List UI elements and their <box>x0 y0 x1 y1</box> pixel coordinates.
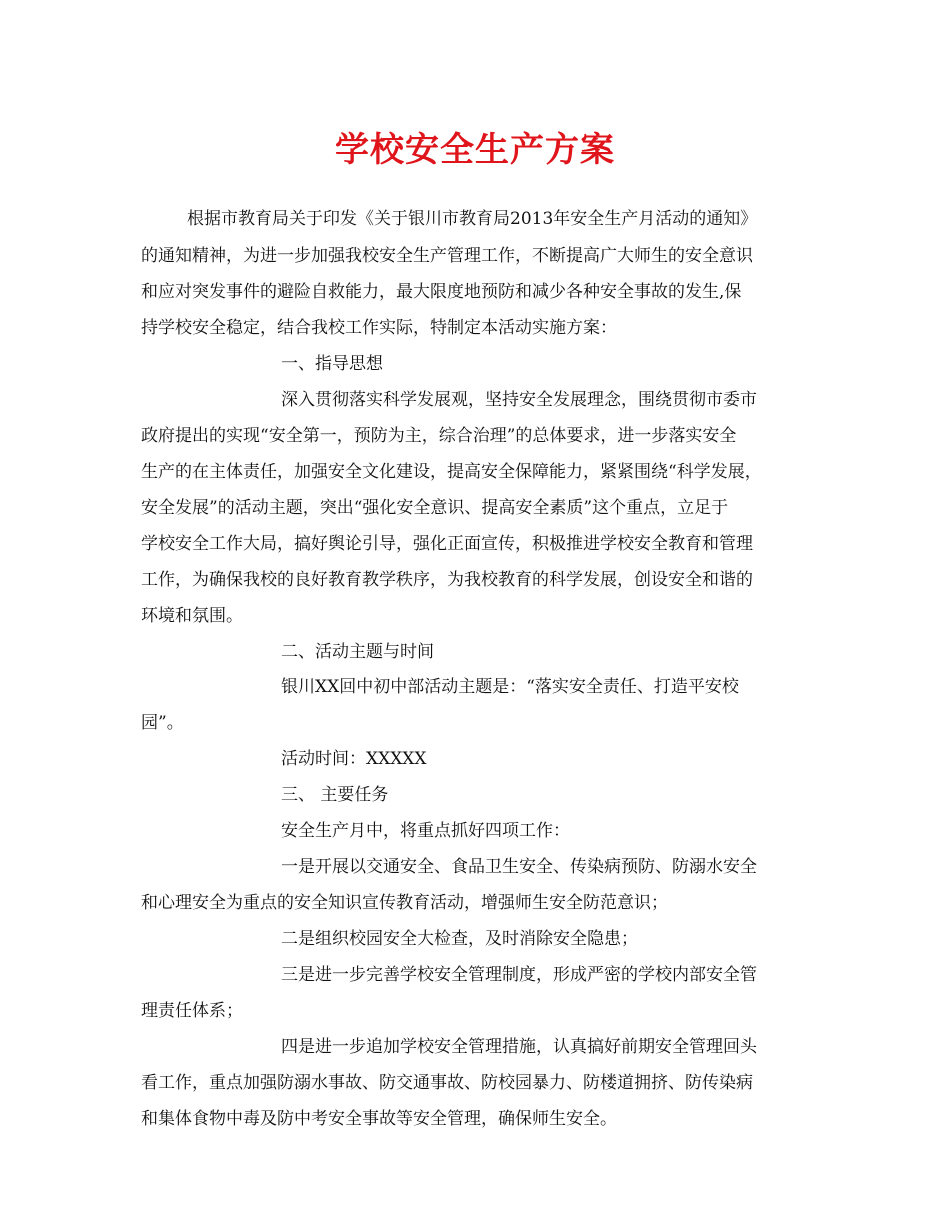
intro-line-3: 和应对突发事件的避险自救能力，最大限度地预防和减少各种安全事故的发生,保 <box>141 282 742 302</box>
section-3-heading: 三、 主要任务 <box>281 785 389 805</box>
section-2-line-2: 园”。 <box>141 713 184 733</box>
document-title: 学校安全生产方案 <box>335 130 615 170</box>
task-1-line-1: 一是开展以交通安全、食品卫生安全、传染病预防、防溺水安全 <box>281 857 757 877</box>
section-2-time: 活动时间：XXXXX <box>281 749 427 769</box>
section-1-line-3: 生产的在主体责任，加强安全文化建设，提高安全保障能力，紧紧围绕“科学发展， <box>141 462 762 482</box>
section-1-line-1: 深入贯彻落实科学发展观，坚持安全发展理念，围绕贯彻市委市 <box>281 390 757 410</box>
task-4-line-1: 四是进一步追加学校安全管理措施，认真搞好前期安全管理回头 <box>281 1037 757 1057</box>
task-3-line-1: 三是进一步完善学校安全管理制度，形成严密的学校内部安全管 <box>281 965 757 985</box>
task-1-line-2: 和心理安全为重点的安全知识宣传教育活动，增强师生安全防范意识； <box>141 893 668 913</box>
section-1-line-7: 环境和氛围。 <box>141 606 243 626</box>
section-1-line-4: 安全发展”的活动主题，突出“强化安全意识、提高安全素质”这个重点，立足于 <box>141 498 729 518</box>
section-1-line-2: 政府提出的实现“安全第一，预防为主，综合治理”的总体要求，进一步落实安全 <box>141 426 737 446</box>
section-2-heading: 二、活动主题与时间 <box>281 642 434 662</box>
intro-line-2: 的通知精神，为进一步加强我校安全生产管理工作，不断提高广大师生的安全意识 <box>141 246 753 266</box>
section-1-line-6: 工作，为确保我校的良好教育教学秩序，为我校教育的科学发展，创设安全和谐的 <box>141 570 753 590</box>
section-3-intro: 安全生产月中，将重点抓好四项工作： <box>281 821 570 841</box>
task-4-line-3: 和集体食物中毒及防中考安全事故等安全管理，确保师生安全。 <box>141 1109 617 1129</box>
section-2-line-1: 银川XX回中初中部活动主题是：“落实安全责任、打造平安校 <box>281 677 739 697</box>
task-2: 二是组织校园安全大检查，及时消除安全隐患； <box>281 929 638 949</box>
task-4-line-2: 看工作，重点加强防溺水事故、防交通事故、防校园暴力、防楼道拥挤、防传染病 <box>141 1073 753 1093</box>
section-1-heading: 一、指导思想 <box>281 354 383 374</box>
intro-line-4: 持学校安全稳定，结合我校工作实际，特制定本活动实施方案： <box>141 318 617 338</box>
task-3-line-2: 理责任体系； <box>141 1001 243 1021</box>
intro-line-1: 根据市教育局关于印发《关于银川市教育局2013年安全生产月活动的通知》 <box>187 209 758 229</box>
section-1-line-5: 学校安全工作大局，搞好舆论引导，强化正面宣传，积极推进学校安全教育和管理 <box>141 534 753 554</box>
